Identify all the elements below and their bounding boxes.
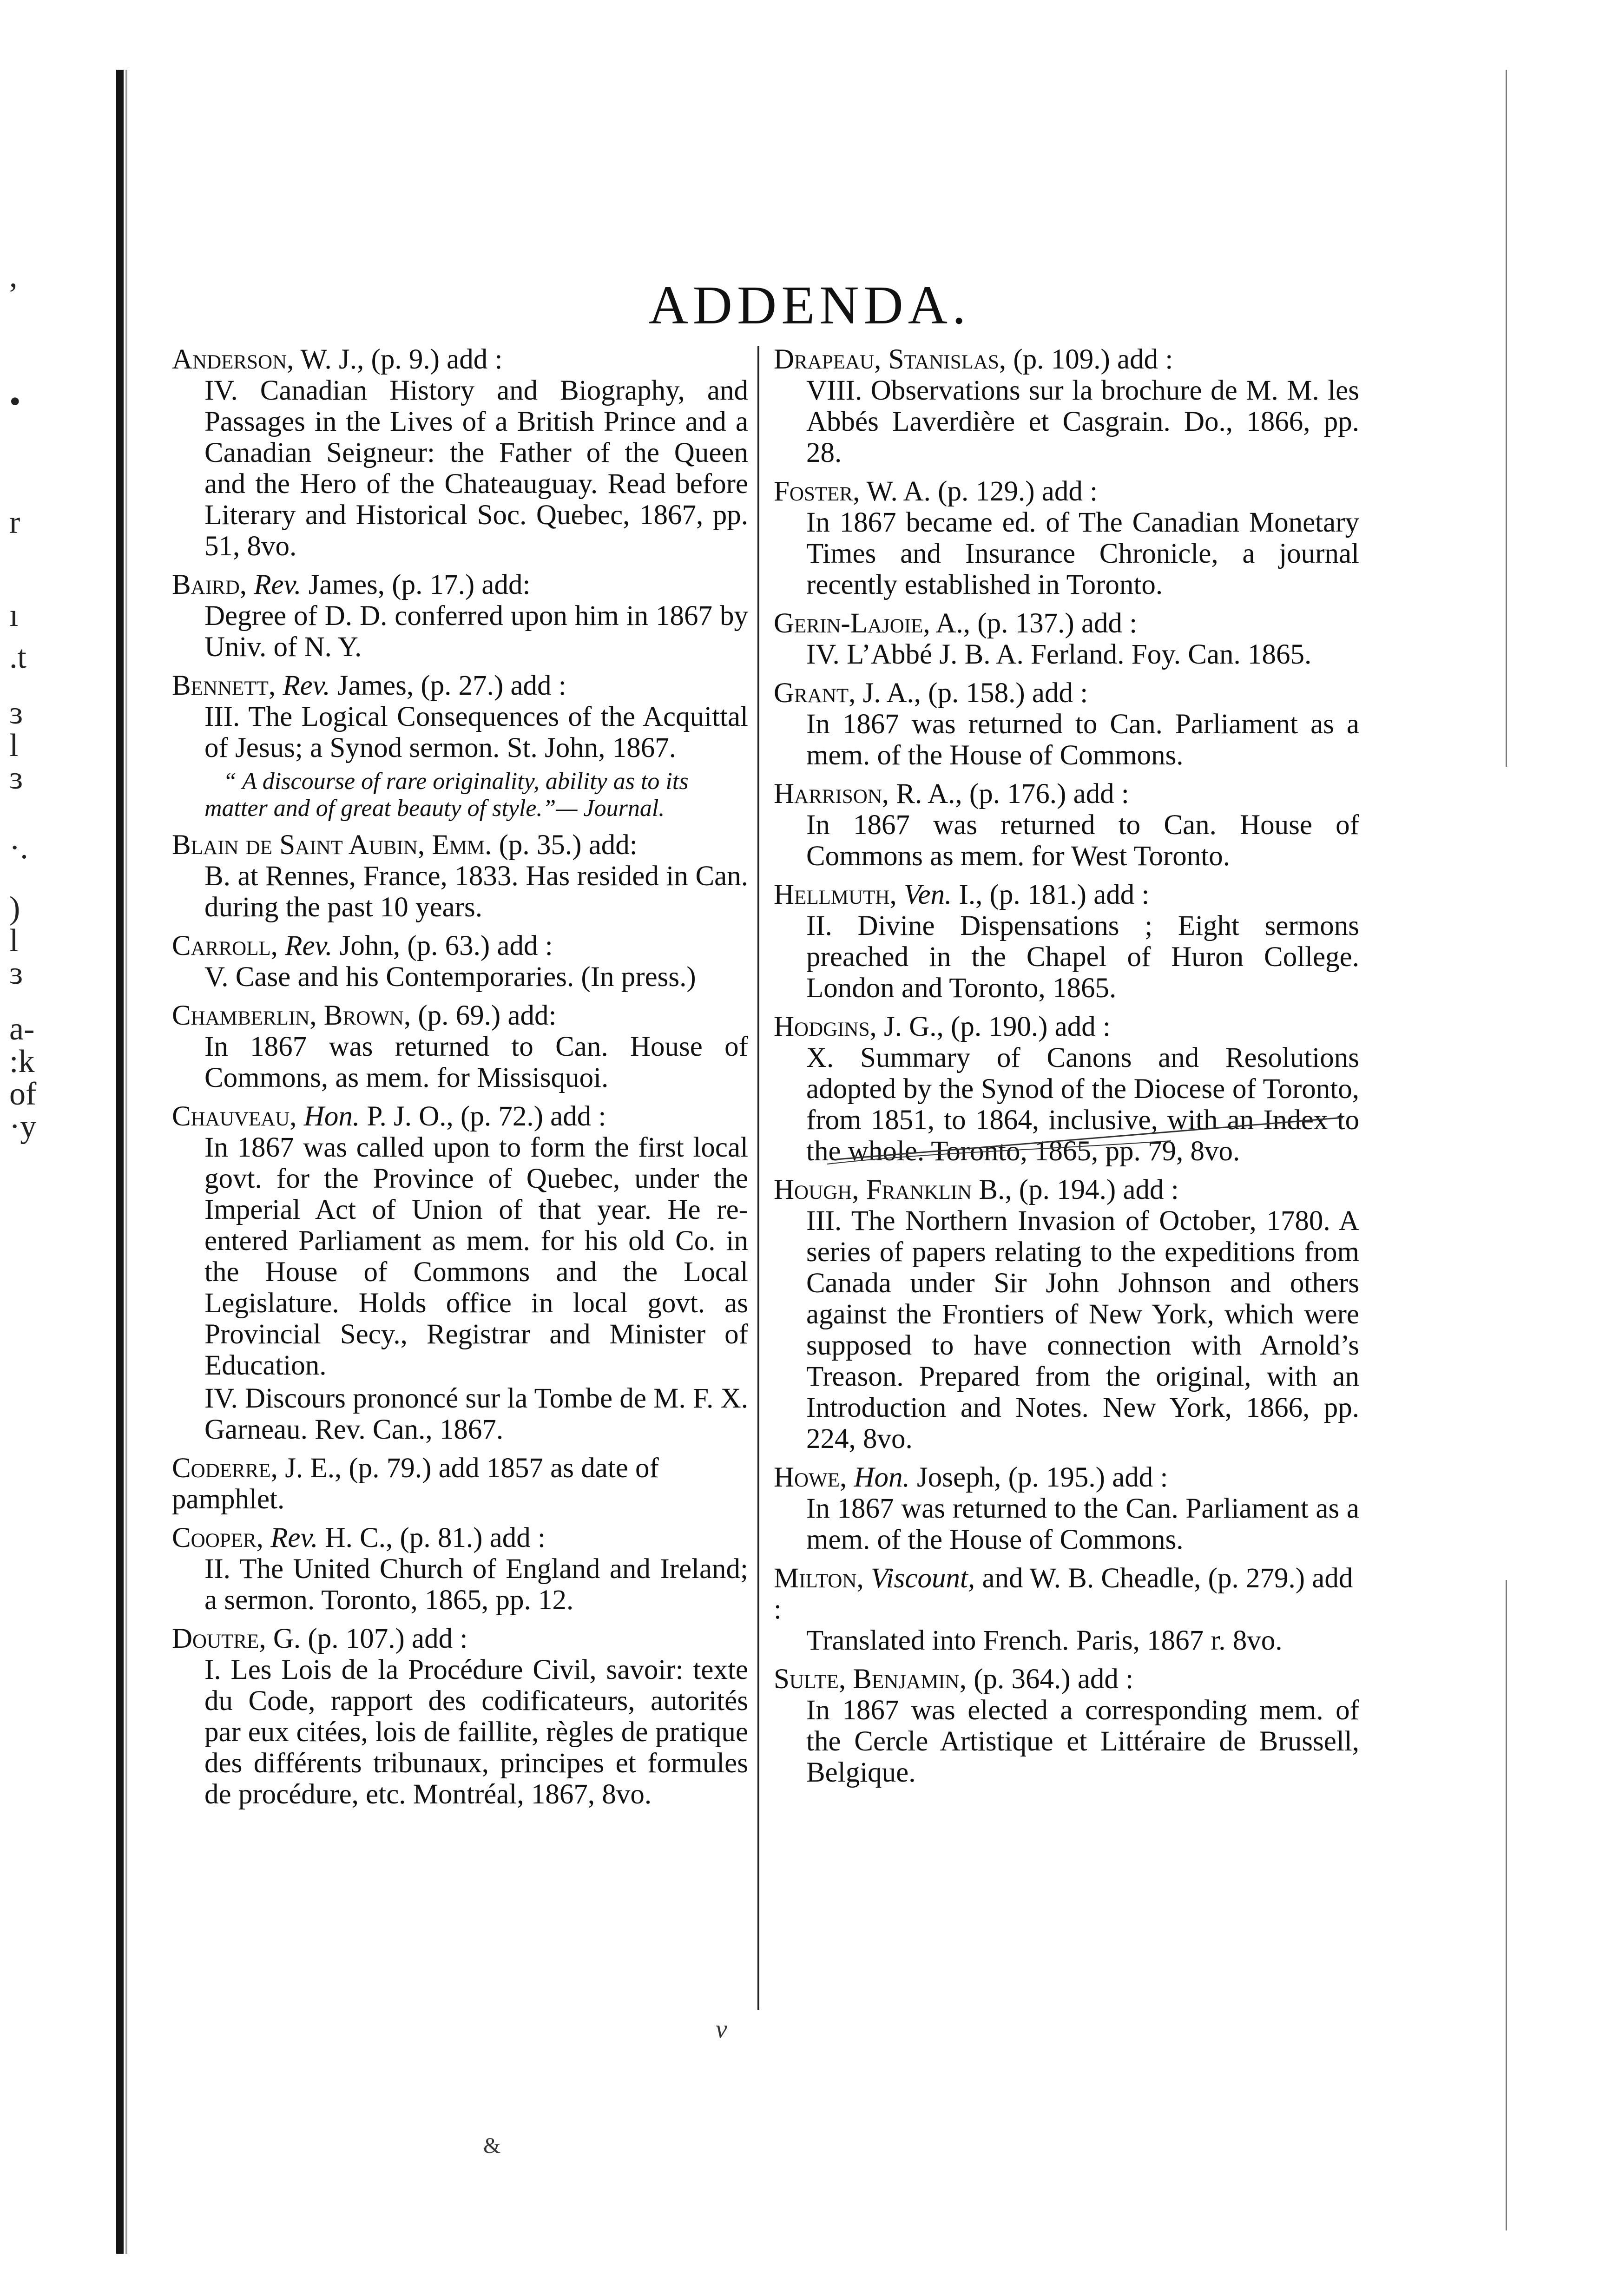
- entry-heading: [774, 778, 1359, 809]
- entry-heading: [172, 1101, 748, 1132]
- entry-title-prefix: Hon.: [854, 1462, 910, 1493]
- bio-entry: [172, 569, 748, 663]
- page-title: ADDENDA.: [648, 275, 971, 336]
- entry-name: Grant,: [774, 678, 856, 709]
- entry-heading: [172, 1453, 748, 1515]
- entry-reference: and W. B. Cheadle, (p. 279.) add :: [774, 1563, 1353, 1625]
- entry-text: In 1867 was returned to Can. House of Commons as mem. for West Toronto.: [806, 809, 1359, 872]
- entry-heading: [172, 1623, 748, 1654]
- bio-entry: [774, 678, 1359, 771]
- entry-name: Blain de Saint Aubin, Emm.: [172, 829, 492, 861]
- gutter-fragment: :k: [9, 1044, 35, 1079]
- gutter-fragment: ɜ: [9, 695, 23, 731]
- entry-text: IV. Canadian History and Biography, and Passages in the Lives of a British Prince and a Canadian Seigneur: the Father of the Queen and the Hero of the Chateauguay. Read before Literary and Historical Soc. Quebec, 1867, pp. 51, 8vo.: [204, 375, 748, 562]
- page-mark: v: [716, 2015, 727, 2044]
- entry-name: Hellmuth,: [774, 879, 897, 910]
- entry-reference: G. (p. 107.) add :: [266, 1623, 468, 1654]
- bio-entry: [774, 879, 1359, 1004]
- page-edge-line: [1506, 1580, 1507, 2230]
- entry-text: Degree of D. D. conferred upon him in 1867 by Univ. of N. Y.: [204, 600, 748, 663]
- entry-reference: I., (p. 181.) add :: [952, 879, 1150, 910]
- entry-heading: [774, 678, 1359, 709]
- entry-reference: P. J. O., (p. 72.) add :: [360, 1101, 606, 1132]
- entry-reference: W. J., (p. 9.) add :: [294, 344, 503, 375]
- pen-stroke-mark: [762, 1108, 1348, 1173]
- bio-entry: [774, 778, 1359, 872]
- entry-text: IV. L’Abbé J. B. A. Ferland. Foy. Can. 1865.: [806, 639, 1312, 670]
- entry-reference: J. E., (p. 79.) add 1857 as date of pamphlet.: [172, 1453, 659, 1515]
- bio-entry: [172, 1453, 748, 1515]
- entry-heading: [774, 344, 1359, 375]
- entry-name: Coderre,: [172, 1453, 278, 1484]
- right-column: [774, 344, 1359, 1796]
- entry-name: Anderson,: [172, 344, 294, 375]
- binding-shadow: [125, 70, 127, 2254]
- entry-heading: [172, 670, 748, 701]
- entry-name: Foster,: [774, 476, 860, 507]
- entry-reference: (p. 364.) add :: [966, 1664, 1134, 1695]
- entry-name: Hough, Franklin B.,: [774, 1174, 1012, 1205]
- entry-name: Chauveau,: [172, 1101, 297, 1132]
- entry-reference: (p. 35.) add:: [492, 829, 638, 861]
- entry-title-prefix: Rev.: [285, 930, 333, 961]
- entry-heading: [774, 1563, 1359, 1625]
- entry-name: Baird,: [172, 569, 247, 600]
- entry-name: Harrison,: [774, 778, 889, 809]
- entry-text: III. The Logical Consequences of the Acquittal of Jesus; a Synod sermon. St. John, 1867.: [204, 701, 748, 763]
- entry-text: Translated into French. Paris, 1867 r. 8vo.: [806, 1625, 1283, 1656]
- entry-text: In 1867 became ed. of The Canadian Monetary Times and Insurance Chronicle, a journal recently established in Toronto.: [806, 507, 1359, 600]
- entry-text: X. Summary of Canons and Resolutions adopted by the Synod of the Diocese of Toronto, from 1851, to 1864, inclusive, with an Index to the whole. Toronto, 1865, pp. 79, 8vo.: [806, 1042, 1359, 1167]
- entry-heading: [172, 1522, 748, 1553]
- entry-text: In 1867 was called upon to form the first local govt. for the Province of Quebec, under the Imperial Act of Union of that year. He re-entered Parliament as mem. for his old Co. in the House of Commons and the Local Legislature. Holds office in local govt. as Provincial Secy., Registrar and Minister of Education.: [204, 1132, 748, 1381]
- entry-reference: James, (p. 17.) add:: [301, 569, 531, 600]
- entry-reference: (p. 109.) add :: [1006, 344, 1173, 375]
- entry-text: In 1867 was returned to the Can. Parliament as a mem. of the House of Commons.: [806, 1493, 1359, 1555]
- entry-text: IV. Discours prononcé sur la Tombe de M. F. X. Garneau. Rev. Can., 1867.: [204, 1383, 748, 1445]
- gutter-fragment: ı: [9, 598, 19, 633]
- entry-name: Cooper,: [172, 1522, 263, 1553]
- entry-name: Bennett,: [172, 670, 276, 701]
- entry-name: Howe,: [774, 1462, 847, 1493]
- entry-reference: J. G., (p. 190.) add :: [876, 1011, 1111, 1042]
- entry-title-prefix: Rev.: [254, 569, 302, 600]
- gutter-fragment: ): [9, 890, 20, 926]
- entry-reference: Joseph, (p. 195.) add :: [909, 1462, 1168, 1493]
- entry-reference: J. A., (p. 158.) add :: [856, 678, 1088, 709]
- gutter-fragment: ·y: [9, 1109, 37, 1145]
- entry-title-prefix: Viscount,: [870, 1563, 975, 1594]
- entry-reference: John, (p. 63.) add :: [332, 930, 553, 961]
- gutter-fragment: .t: [9, 639, 26, 675]
- gutter-fragment: a-: [9, 1011, 35, 1047]
- gutter-fragment: ɜ: [9, 955, 23, 991]
- entry-name: Hodgins,: [774, 1011, 877, 1042]
- entry-heading: [774, 1011, 1359, 1042]
- gutter-fragment: r: [9, 505, 20, 540]
- entry-heading: [774, 476, 1359, 507]
- gutter-fragment: l: [9, 728, 19, 763]
- entry-text: In 1867 was returned to Can. Parliament as a mem. of the House of Commons.: [806, 709, 1359, 771]
- entry-text: I. Les Lois de la Procédure Civil, savoir: texte du Code, rapport des codificateurs, autorités par eux citées, lois de faillite, règles de pratique des différents tribunaux, principes et formules de procédure, etc. Montréal, 1867, 8vo.: [204, 1654, 748, 1810]
- entry-reference: R. A., (p. 176.) add :: [889, 778, 1129, 809]
- bio-entry: [774, 1462, 1359, 1555]
- gutter-fragment: l: [9, 923, 19, 959]
- entry-name: Carroll,: [172, 930, 278, 961]
- entry-heading: [172, 569, 748, 600]
- bio-entry: [172, 829, 748, 923]
- entry-reference: (p. 69.) add:: [411, 1000, 557, 1031]
- entry-text: V. Case and his Contemporaries. (In press.): [204, 961, 696, 993]
- bio-entry: [774, 1563, 1359, 1656]
- column-rule: [757, 346, 759, 2010]
- bio-entry: [774, 1664, 1359, 1788]
- bio-entry: [172, 1101, 748, 1445]
- entry-heading: [774, 1664, 1359, 1695]
- entry-reference: (p. 194.) add :: [1012, 1174, 1179, 1205]
- gutter-fragment: ,: [9, 258, 18, 294]
- entry-quote: “ A discourse of rare originality, ability as to its matter and of great beauty of style.”— Journal.: [204, 768, 689, 822]
- entry-reference: James, (p. 27.) add :: [330, 670, 566, 701]
- bio-entry: [774, 476, 1359, 600]
- entry-reference: H. C., (p. 81.) add :: [318, 1522, 546, 1553]
- bio-entry: [774, 1174, 1359, 1454]
- entry-heading: [172, 930, 748, 961]
- entry-title-prefix: Ven.: [903, 879, 952, 910]
- bio-entry: [774, 608, 1359, 670]
- bio-entry: [172, 1623, 748, 1810]
- entry-name: Doutre,: [172, 1623, 266, 1654]
- entry-name: Chamberlin, Brown,: [172, 1000, 411, 1031]
- bio-entry: [774, 344, 1359, 468]
- bio-entry: [172, 344, 748, 562]
- entry-heading: [774, 608, 1359, 639]
- gutter-fragment: •: [9, 384, 21, 420]
- entry-title-prefix: Rev.: [270, 1522, 318, 1553]
- entry-text: VIII. Observations sur la brochure de M. M. les Abbés Laverdière et Casgrain. Do., 1866, pp. 28.: [806, 375, 1359, 468]
- gutter-fragment: of: [9, 1076, 37, 1112]
- left-column: [172, 344, 748, 1817]
- page-edge-line: [1506, 70, 1507, 767]
- entry-heading: [172, 829, 748, 861]
- entry-title-prefix: Rev.: [283, 670, 330, 701]
- binding-spine: [116, 70, 124, 2254]
- entry-heading: [774, 1462, 1359, 1493]
- entry-text: B. at Rennes, France, 1833. Has resided in Can. during the past 10 years.: [204, 861, 748, 923]
- entry-heading: [774, 1174, 1359, 1205]
- entry-reference: W. A. (p. 129.) add :: [860, 476, 1098, 507]
- gutter-fragment: ·.: [9, 830, 28, 866]
- bio-entry: [172, 670, 748, 822]
- entry-name: Milton,: [774, 1563, 864, 1594]
- entry-text: III. The Northern Invasion of October, 1780. A series of papers relating to the expeditions from Canada under Sir John Johnson and others against the Frontiers of New York, which were supposed to have connection with Arnold’s Treason. Prepared from the original, with an Introduction and Notes. New York, 1866, pp. 224, 8vo.: [806, 1205, 1359, 1454]
- entry-heading: [172, 344, 748, 375]
- bio-entry: [172, 1522, 748, 1616]
- entry-heading: [172, 1000, 748, 1031]
- bio-entry: [172, 1000, 748, 1093]
- entry-text: II. Divine Dispensations ; Eight sermons preached in the Chapel of Huron College. London and Toronto, 1865.: [806, 910, 1359, 1004]
- entry-name: Drapeau, Stanislas,: [774, 344, 1007, 375]
- entry-name: Sulte, Benjamin,: [774, 1664, 967, 1695]
- entry-heading: [774, 879, 1359, 910]
- bio-entry: [172, 930, 748, 993]
- entry-title-prefix: Hon.: [303, 1101, 360, 1132]
- gutter-fragment: ɜ: [9, 760, 23, 796]
- entry-text: II. The United Church of England and Ireland; a sermon. Toronto, 1865, pp. 12.: [204, 1553, 748, 1616]
- entry-text: In 1867 was elected a corresponding mem. of the Cercle Artistique et Littéraire de Brussell, Belgique.: [806, 1695, 1359, 1788]
- page-mark: &: [483, 2133, 501, 2158]
- entry-name: Gerin-Lajoie,: [774, 608, 930, 639]
- entry-text: In 1867 was returned to Can. House of Commons, as mem. for Missisquoi.: [204, 1031, 748, 1093]
- entry-reference: A., (p. 137.) add :: [930, 608, 1138, 639]
